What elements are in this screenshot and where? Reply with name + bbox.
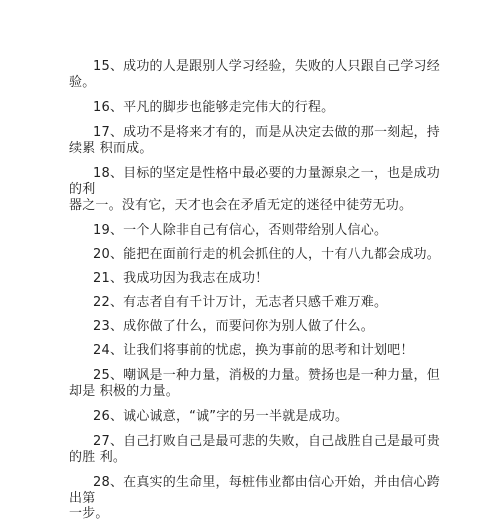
quote-17-line-1: 17、成功不是将来才有的，而是从决定去做的那一刻起，持: [93, 125, 440, 140]
quote-19-line-1: 19、一个人除非自己有信心，否则带给别人信心。: [93, 223, 388, 238]
quote-27-line-2: 的胜 利。: [69, 450, 127, 465]
quote-25-line-2: 却是 积极的力量。: [69, 384, 179, 399]
quote-28-line-2: 出第: [69, 491, 96, 506]
quote-24-line-1: 24、让我们将事前的忧虑，换为事前的思考和计划吧！: [93, 343, 414, 358]
quote-16-line-1: 16、平凡的脚步也能够走完伟大的行程。: [93, 100, 335, 115]
quote-27-line-1: 27、自己打败自己是最可悲的失败，自己战胜自己是最可贵: [93, 434, 440, 449]
quote-18-line-3: 器之一。没有它，天才也会在矛盾无定的迷径中徒劳无功。: [69, 198, 413, 213]
quote-15-line-1: 15、成功的人是跟别人学习经验，失败的人只跟自己学习经: [93, 59, 440, 74]
quote-18-line-2: 的利: [69, 182, 96, 197]
quote-28-line-1: 28、在真实的生命里，每桩伟业都由信心开始，并由信心跨: [93, 475, 440, 490]
quote-18-line-1: 18、目标的坚定是性格中最必要的力量源泉之一，也是成功: [93, 166, 440, 181]
quote-28-line-3: 一步。: [69, 506, 109, 521]
quote-22-line-1: 22、有志者自有千计万计，无志者只感千难万难。: [93, 295, 388, 310]
quote-25-line-1: 25、嘲讽是一种力量，消极的力量。赞扬也是一种力量，但: [93, 368, 440, 383]
quote-23-line-1: 23、成你做了什么，而要问你为别人做了什么。: [93, 319, 374, 334]
quote-20-line-1: 20、能把在面前行走的机会抓住的人，十有八九都会成功。: [93, 247, 440, 262]
quote-26-line-1: 26、诚心诚意，“诚”字的另一半就是成功。: [93, 409, 349, 424]
quote-15-line-2: 验。: [69, 75, 96, 90]
quote-17-line-2: 续累 积而成。: [69, 141, 153, 156]
quote-21-line-1: 21、我成功因为我志在成功！: [93, 271, 269, 286]
